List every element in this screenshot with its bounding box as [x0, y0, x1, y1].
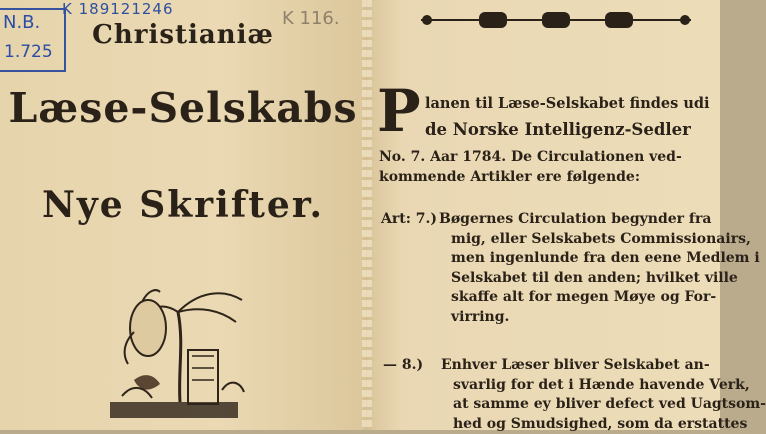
article-7-line-4: Selskabet til den anden; hvilket ville — [381, 269, 760, 289]
bird-vignette-illustration — [104, 272, 254, 422]
article-7 — [381, 210, 760, 327]
stamp-text-top: N.B. — [3, 12, 40, 33]
article-8-label: — 8.) — [383, 356, 441, 376]
article-7-line-2: mig, eller Selskabets Commissionairs, — [381, 230, 760, 250]
right-page — [367, 0, 720, 430]
article-7-line-1: Bøgernes Circulation begynder fra — [439, 211, 711, 227]
title-line-3: Nye Skrifter. — [0, 184, 366, 226]
article-7-line-6: virring. — [381, 308, 760, 328]
article-7-line-3: men ingenlunde fra den eene Medlem i — [381, 249, 760, 269]
left-page — [0, 0, 367, 430]
intro-line-4: kommende Artikler ere følgende: — [379, 168, 640, 188]
title-line-2: Læse-Selskabs — [8, 84, 358, 132]
article-7-label: Art: 7.) — [381, 210, 439, 230]
shelfmark: K 189121246 — [62, 0, 174, 18]
article-8-line-2: svarlig for det i Hænde havende Verk, — [383, 376, 766, 396]
drop-cap-initial: P — [377, 82, 421, 140]
article-8-line-3: at samme ey bliver defect ved Uagtsom- — [383, 395, 766, 415]
article-8 — [383, 356, 766, 434]
intro-line-2: de Norske Intelligenz-Sedler — [425, 120, 691, 140]
article-8-line-1: Enhver Læser bliver Selskabet an- — [441, 357, 710, 373]
pencil-mark: K 116. — [282, 8, 340, 29]
article-8-line-4: hed og Smudsighed, som da erstattes — [383, 415, 766, 434]
title-line-1: Christianiæ — [0, 20, 366, 50]
ornament-rule — [421, 10, 691, 30]
intro-line-3: No. 7. Aar 1784. De Circulationen ved- — [379, 148, 682, 168]
page-gutter — [362, 0, 372, 430]
stamp-text-bottom: 1.725 — [4, 42, 53, 62]
article-7-line-5: skaffe alt for megen Møye og For- — [381, 288, 760, 308]
intro-line-1: lanen til Læse-Selskabet findes udi — [425, 94, 710, 114]
